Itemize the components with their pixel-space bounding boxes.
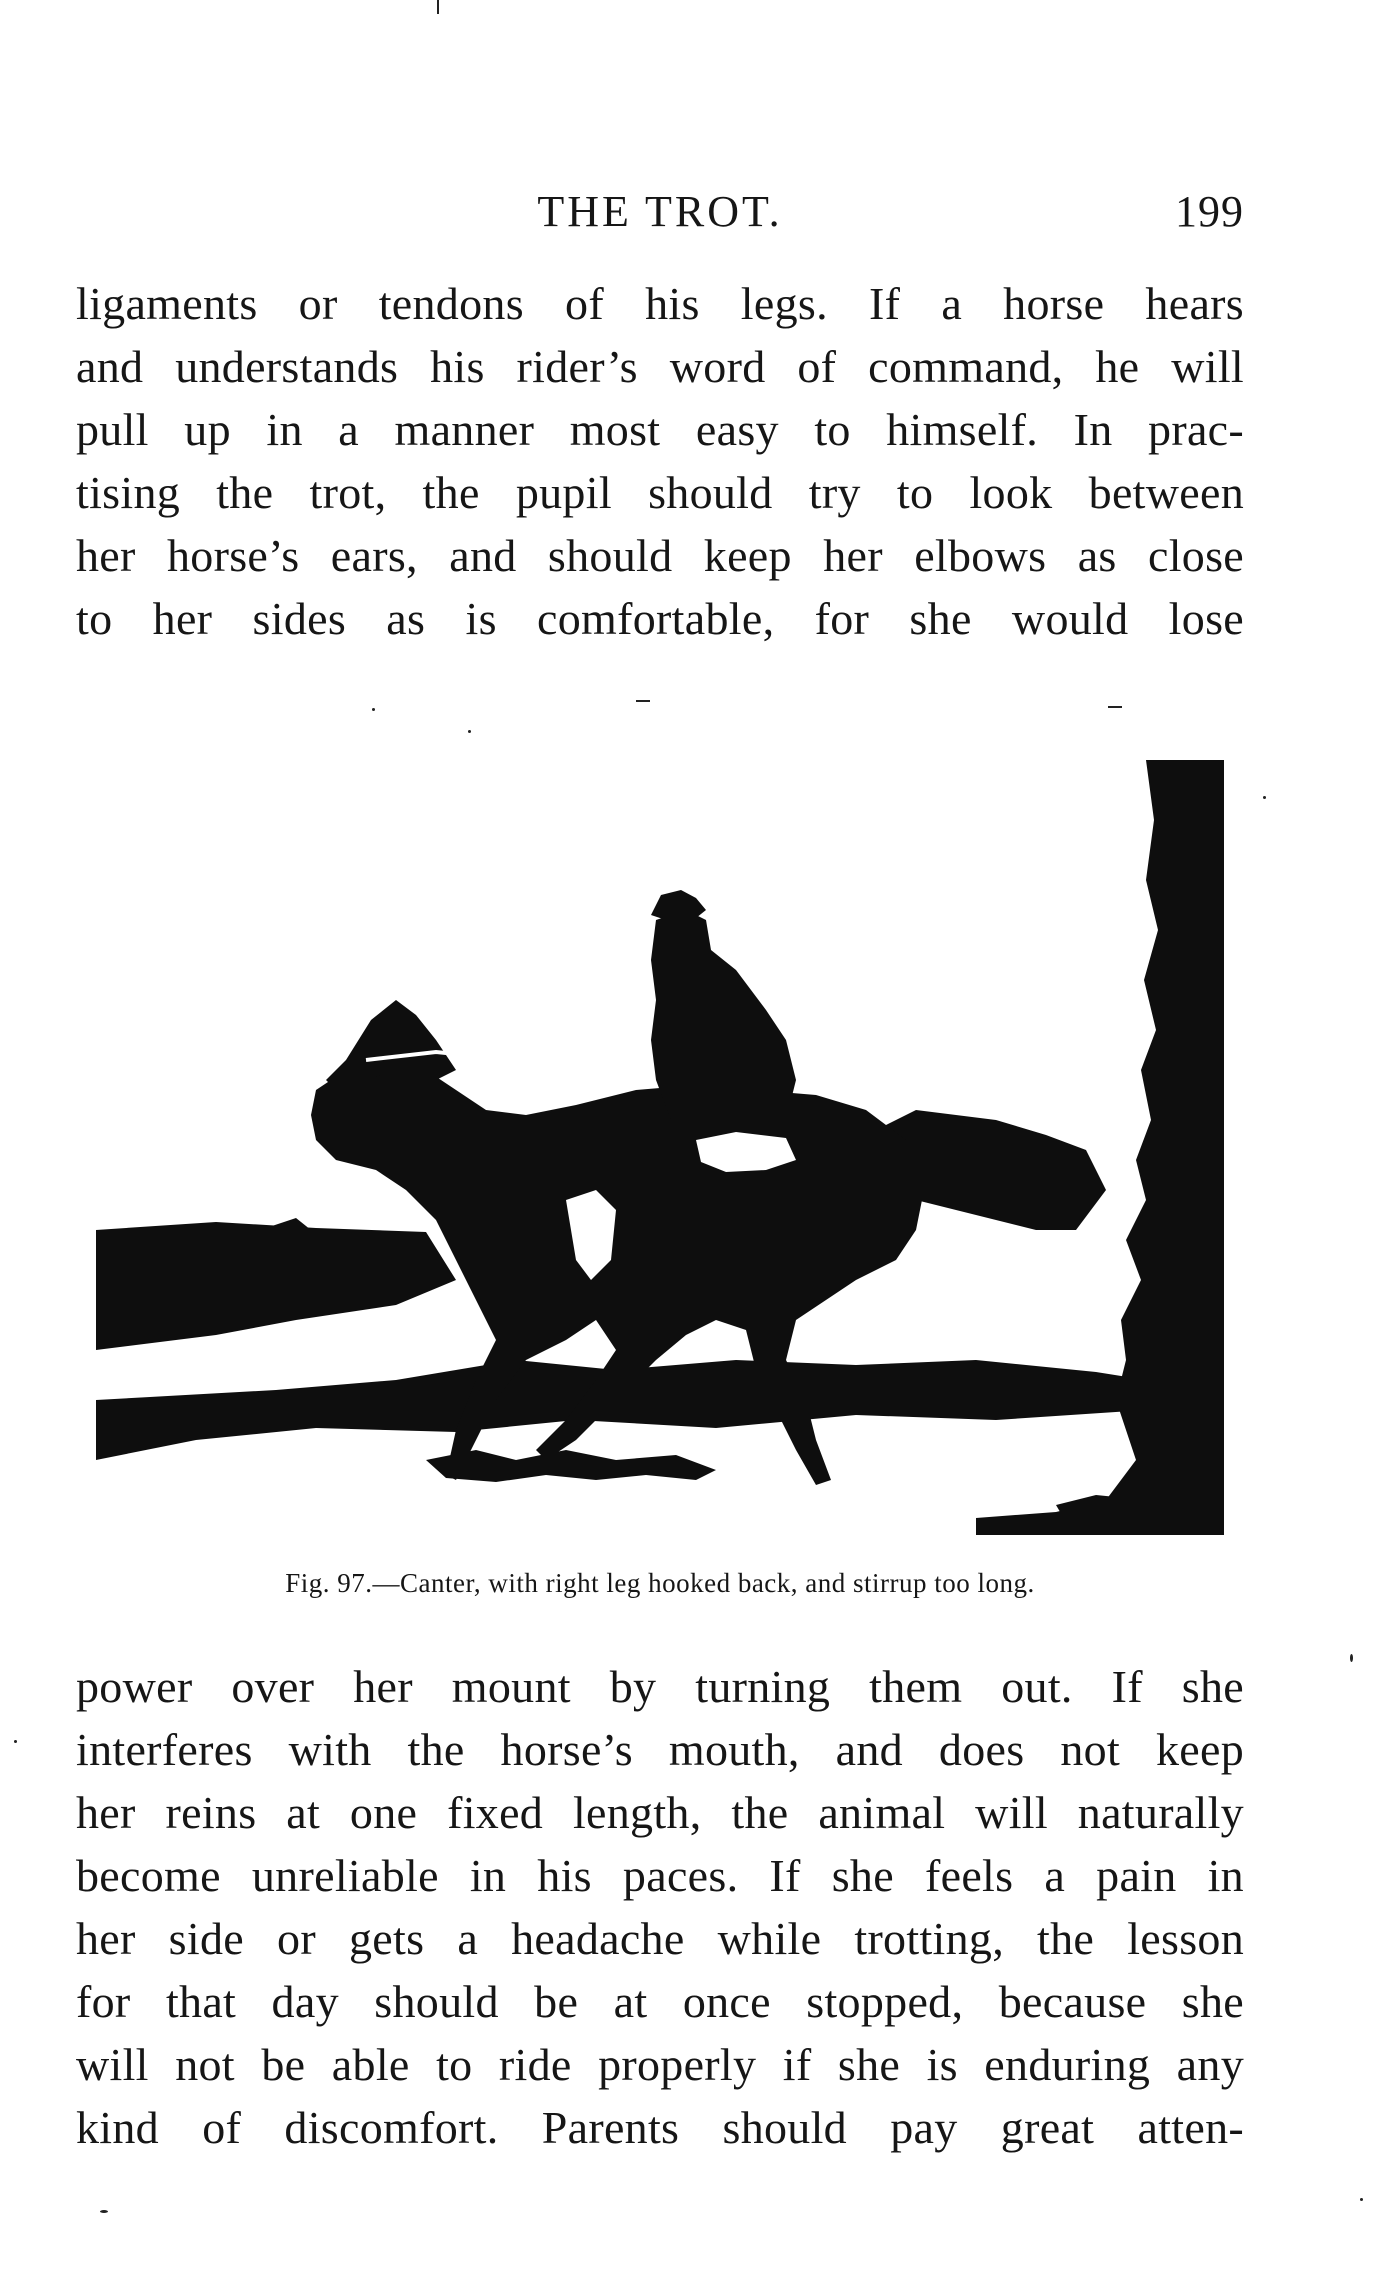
text-line: will not be able to ride properly if she is enduring any (76, 2039, 1244, 2090)
body-text-bottom (76, 1655, 1244, 2159)
scan-speck (636, 700, 650, 702)
scan-speck (1263, 796, 1266, 799)
text-line: her side or gets a headache while trotting, the lesson (76, 1913, 1244, 1964)
text-line: pull up in a manner most easy to himself. In prac- (76, 404, 1244, 455)
text-line: and understands his rider’s word of command, he will (76, 341, 1244, 392)
page-number: 199 (1175, 187, 1244, 236)
text-line: her reins at one fixed length, the animal will naturally (76, 1787, 1244, 1838)
text-line: interferes with the horse’s mouth, and does not keep (76, 1724, 1244, 1775)
page-header (76, 186, 1244, 246)
text-line: power over her mount by turning them out. If she (76, 1661, 1244, 1712)
text-line: to her sides as is comfortable, for she would lose (76, 593, 1244, 644)
text-line: her horse’s ears, and should keep her elbows as close (76, 530, 1244, 581)
text-line: tising the trot, the pupil should try to look between (76, 467, 1244, 518)
running-head: THE TROT. (537, 187, 783, 236)
scan-speck (1350, 1654, 1353, 1662)
scan-speck (100, 2210, 108, 2213)
text-line: ligaments or tendons of his legs. If a horse hears (76, 278, 1244, 329)
body-text-top (76, 272, 1244, 650)
text-line: for that day should be at once stopped, because she (76, 1976, 1244, 2027)
scan-speck (1108, 706, 1122, 708)
scan-speck (372, 708, 375, 711)
scan-speck (14, 1740, 17, 1743)
rider-hat (651, 890, 706, 920)
scan-speck (1360, 2198, 1363, 2201)
horse-rider-illustration (96, 760, 1228, 1535)
scan-speck (437, 0, 439, 14)
ground-dust (426, 1450, 716, 1482)
figure-photograph (96, 760, 1228, 1535)
text-line: become unreliable in his paces. If she feels a pain in (76, 1850, 1244, 1901)
figure-caption: Fig. 97.—Canter, with right leg hooked back, and stirrup too long. (285, 1568, 1035, 1598)
scan-speck (468, 730, 471, 733)
text-line: kind of discomfort. Parents should pay great atten- (76, 2102, 1244, 2153)
